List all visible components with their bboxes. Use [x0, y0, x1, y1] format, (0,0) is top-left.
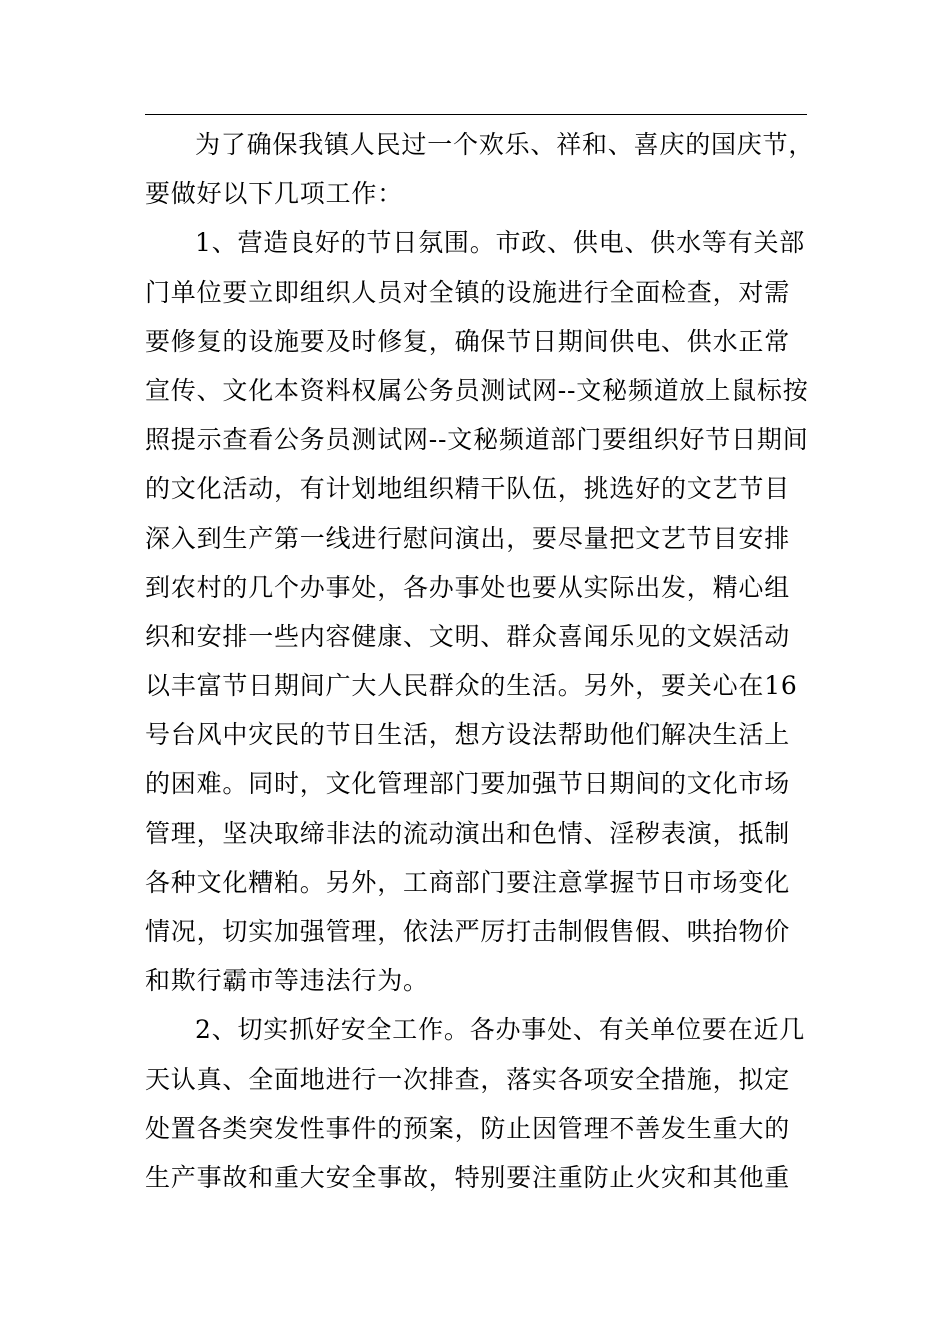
body-text	[145, 120, 815, 1202]
text-line: 照提示查看公务员测试网--文秘频道部门要组织好节日期间	[145, 425, 809, 455]
text-line: 号台风中灾民的节日生活，想方设法帮助他们解决生活上	[145, 720, 791, 750]
text-line: 深入到生产第一线进行慰问演出，要尽量把文艺节目安排	[145, 523, 791, 553]
text-line: 门单位要立即组织人员对全镇的设施进行全面检查，对需	[145, 277, 791, 307]
text-line: 情况，切实加强管理，依法严厉打击制假售假、哄抬物价	[145, 917, 791, 946]
text-line: 各种文化糟粕。另外，工商部门要注意掌握节日市场变化	[145, 867, 791, 897]
text-line: 和欺行霸市等违法行为。	[145, 966, 429, 996]
text-line: 的困难。同时，文化管理部门要加强节日期间的文化市场	[145, 769, 791, 799]
text-line: 要做好以下几项工作：	[145, 179, 404, 209]
text-line: 宣传、文化本资料权属公务员测试网--文秘频道放上鼠标按	[145, 375, 809, 405]
text-line: 处置各类突发性事件的预案，防止因管理不善发生重大的	[145, 1113, 791, 1143]
text-line: 到农村的几个办事处，各办事处也要从实际出发，精心组	[145, 572, 791, 602]
text-line: 要修复的设施要及时修复，确保节日期间供电、供水正常	[145, 326, 791, 356]
text-line: 2、切实抓好安全工作。各办事处、有关单位要在近几	[195, 1015, 806, 1045]
text-line: 1、营造良好的节日氛围。市政、供电、供水等有关部	[195, 228, 806, 258]
header-rule	[145, 114, 807, 115]
text-line: 天认真、全面地进行一次排查，落实各项安全措施，拟定	[145, 1064, 791, 1094]
text-line: 生产事故和重大安全事故，特别要注重防止火灾和其他重	[145, 1162, 791, 1192]
text-line: 以丰富节日期间广大人民群众的生活。另外，要关心在16	[145, 671, 798, 701]
text-line: 的文化活动，有计划地组织精干队伍，挑选好的文艺节目	[145, 474, 791, 504]
text-line: 为了确保我镇人民过一个欢乐、祥和、喜庆的国庆节，	[195, 130, 815, 159]
text-line: 织和安排一些内容健康、文明、群众喜闻乐见的文娱活动	[145, 621, 791, 651]
text-line: 管理，坚决取缔非法的流动演出和色情、淫秽表演，抵制	[145, 818, 791, 848]
